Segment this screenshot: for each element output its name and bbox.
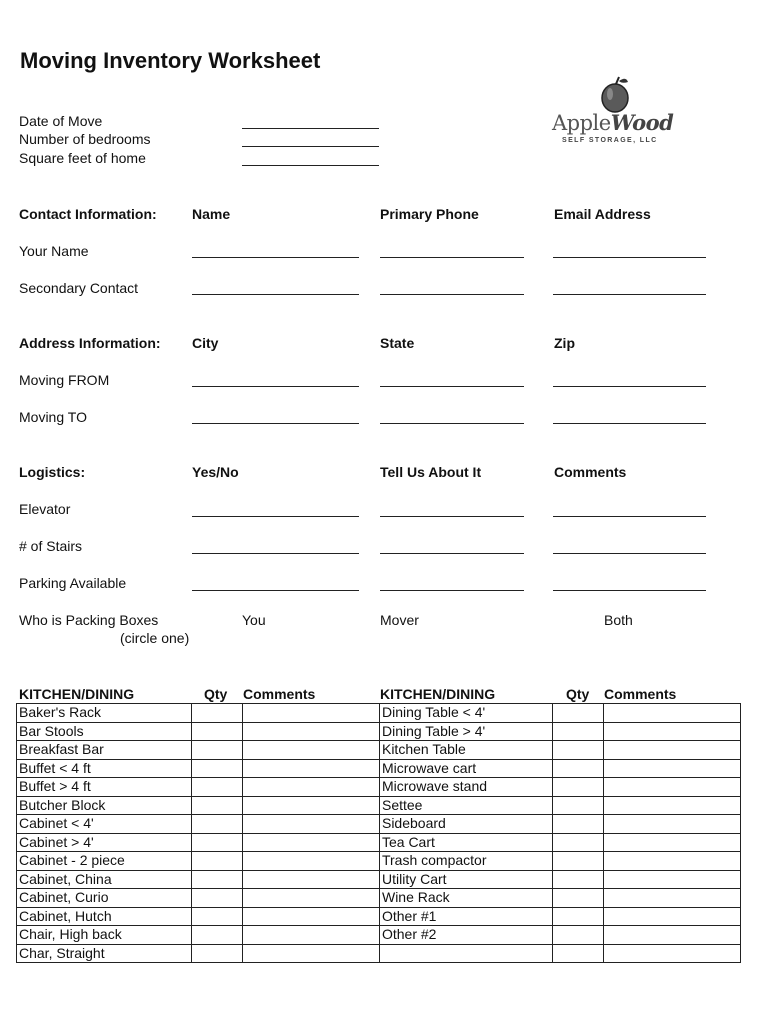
moving-from-label: Moving FROM bbox=[19, 372, 110, 388]
inventory-right-item: Trash compactor bbox=[379, 852, 552, 871]
elevator-label: Elevator bbox=[19, 501, 71, 517]
bedrooms-label: Number of bedrooms bbox=[19, 131, 151, 147]
inventory-right-comments-cell[interactable] bbox=[603, 759, 740, 778]
inventory-right-qty-cell[interactable] bbox=[553, 870, 603, 889]
parking-yesno-field[interactable] bbox=[192, 590, 359, 591]
to-city-field[interactable] bbox=[192, 423, 359, 424]
inventory-left-item: Baker's Rack bbox=[17, 704, 192, 723]
inventory-left-qty-cell[interactable] bbox=[192, 907, 242, 926]
stairs-comments-field[interactable] bbox=[553, 553, 706, 554]
moving-to-label: Moving TO bbox=[19, 409, 87, 425]
your-email-field[interactable] bbox=[553, 257, 706, 258]
apple-icon bbox=[598, 76, 638, 114]
inventory-right-comments-cell[interactable] bbox=[603, 796, 740, 815]
table-row bbox=[17, 870, 741, 889]
stairs-yesno-field[interactable] bbox=[192, 553, 359, 554]
logo-brand: AppleWood bbox=[552, 110, 674, 135]
elevator-comments-field[interactable] bbox=[553, 516, 706, 517]
inventory-left-qty-cell[interactable] bbox=[192, 796, 242, 815]
inventory-right-qty-cell[interactable] bbox=[553, 889, 603, 908]
inventory-right-qty-cell[interactable] bbox=[553, 815, 603, 834]
inventory-left-qty-cell[interactable] bbox=[192, 815, 242, 834]
inventory-left-comments-cell[interactable] bbox=[242, 833, 379, 852]
inventory-right-comments-cell[interactable] bbox=[603, 944, 740, 963]
inventory-left-comments-cell[interactable] bbox=[242, 926, 379, 945]
packing-option-both[interactable]: Both bbox=[604, 612, 633, 628]
inventory-right-qty-cell[interactable] bbox=[553, 741, 603, 760]
table-row bbox=[17, 704, 741, 723]
logistics-col-comments: Comments bbox=[554, 464, 627, 480]
address-heading: Address Information: bbox=[19, 335, 161, 351]
inventory-left-comments-cell[interactable] bbox=[242, 778, 379, 797]
inventory-left-item: Breakfast Bar bbox=[17, 741, 192, 760]
to-state-field[interactable] bbox=[380, 423, 524, 424]
inventory-left-item: Cabinet, China bbox=[17, 870, 192, 889]
stairs-tell-field[interactable] bbox=[380, 553, 524, 554]
inventory-left-qty-cell[interactable] bbox=[192, 926, 242, 945]
table-row bbox=[17, 778, 741, 797]
inventory-left-item: Bar Stools bbox=[17, 722, 192, 741]
inventory-right-item bbox=[379, 944, 552, 963]
logo-subtitle: SELF STORAGE, LLC bbox=[562, 137, 658, 144]
inventory-right-item: Settee bbox=[379, 796, 552, 815]
inventory-left-item: Buffet > 4 ft bbox=[17, 778, 192, 797]
parking-label: Parking Available bbox=[19, 575, 127, 591]
inventory-left-item: Char, Straight bbox=[17, 944, 192, 963]
elevator-tell-field[interactable] bbox=[380, 516, 524, 517]
logistics-col-yesno: Yes/No bbox=[192, 464, 239, 480]
secondary-name-field[interactable] bbox=[192, 294, 359, 295]
inventory-right-qty-cell[interactable] bbox=[553, 778, 603, 797]
inventory-left-item: Cabinet - 2 piece bbox=[17, 852, 192, 871]
inventory-left-qty-cell[interactable] bbox=[192, 852, 242, 871]
inventory-left-item: Cabinet < 4' bbox=[17, 815, 192, 834]
table-row bbox=[17, 926, 741, 945]
inventory-right-qty-cell[interactable] bbox=[553, 759, 603, 778]
inventory-right-header: KITCHEN/DINING bbox=[380, 686, 496, 702]
table-row bbox=[17, 907, 741, 926]
secondary-phone-field[interactable] bbox=[380, 294, 524, 295]
inventory-right-item: Wine Rack bbox=[379, 889, 552, 908]
inventory-left-qty-cell[interactable] bbox=[192, 741, 242, 760]
address-col-zip: Zip bbox=[554, 335, 575, 351]
inventory-left-qty-cell[interactable] bbox=[192, 704, 242, 723]
inventory-right-comments-cell[interactable] bbox=[603, 852, 740, 871]
inventory-right-qty-header: Qty bbox=[566, 686, 590, 702]
address-col-city: City bbox=[192, 335, 219, 351]
inventory-right-qty-cell[interactable] bbox=[553, 852, 603, 871]
inventory-right-item: Other #2 bbox=[379, 926, 552, 945]
packing-option-mover[interactable]: Mover bbox=[380, 612, 419, 628]
contact-col-phone: Primary Phone bbox=[380, 206, 479, 222]
inventory-left-comments-cell[interactable] bbox=[242, 889, 379, 908]
inventory-table bbox=[16, 703, 741, 963]
table-row bbox=[17, 815, 741, 834]
inventory-left-item: Chair, High back bbox=[17, 926, 192, 945]
inventory-right-qty-cell[interactable] bbox=[553, 722, 603, 741]
inventory-right-comments-cell[interactable] bbox=[603, 833, 740, 852]
inventory-left-comments-cell[interactable] bbox=[242, 759, 379, 778]
secondary-email-field[interactable] bbox=[553, 294, 706, 295]
inventory-left-comments-cell[interactable] bbox=[242, 722, 379, 741]
to-zip-field[interactable] bbox=[553, 423, 706, 424]
table-row bbox=[17, 796, 741, 815]
parking-comments-field[interactable] bbox=[553, 590, 706, 591]
inventory-left-comments-cell[interactable] bbox=[242, 852, 379, 871]
inventory-right-comments-cell[interactable] bbox=[603, 778, 740, 797]
inventory-left-item: Buffet < 4 ft bbox=[17, 759, 192, 778]
inventory-right-item: Tea Cart bbox=[379, 833, 552, 852]
square-feet-label: Square feet of home bbox=[19, 150, 146, 166]
inventory-right-item: Microwave stand bbox=[379, 778, 552, 797]
applewood-logo bbox=[552, 76, 682, 152]
table-row bbox=[17, 759, 741, 778]
inventory-right-qty-cell[interactable] bbox=[553, 944, 603, 963]
date-of-move-label: Date of Move bbox=[19, 113, 103, 129]
table-row bbox=[17, 741, 741, 760]
inventory-left-comments-cell[interactable] bbox=[242, 907, 379, 926]
inventory-right-comments-cell[interactable] bbox=[603, 889, 740, 908]
inventory-right-comments-cell[interactable] bbox=[603, 815, 740, 834]
parking-tell-field[interactable] bbox=[380, 590, 524, 591]
inventory-right-comments-cell[interactable] bbox=[603, 741, 740, 760]
inventory-right-item: Other #1 bbox=[379, 907, 552, 926]
logistics-heading: Logistics: bbox=[19, 464, 86, 480]
inventory-right-qty-cell[interactable] bbox=[553, 796, 603, 815]
inventory-right-comments-cell[interactable] bbox=[603, 907, 740, 926]
inventory-left-qty-cell[interactable] bbox=[192, 889, 242, 908]
contact-col-email: Email Address bbox=[554, 206, 651, 222]
packing-option-you[interactable]: You bbox=[242, 612, 266, 628]
inventory-right-item: Microwave cart bbox=[379, 759, 552, 778]
inventory-right-qty-cell[interactable] bbox=[553, 704, 603, 723]
your-name-field[interactable] bbox=[192, 257, 359, 258]
inventory-left-item: Butcher Block bbox=[17, 796, 192, 815]
inventory-left-comments-cell[interactable] bbox=[242, 815, 379, 834]
inventory-left-item: Cabinet, Curio bbox=[17, 889, 192, 908]
inventory-right-qty-cell[interactable] bbox=[553, 833, 603, 852]
from-city-field[interactable] bbox=[192, 386, 359, 387]
inventory-left-qty-cell[interactable] bbox=[192, 759, 242, 778]
inventory-left-comments-cell[interactable] bbox=[242, 741, 379, 760]
packing-label: Who is Packing Boxes bbox=[19, 612, 159, 628]
inventory-left-qty-cell[interactable] bbox=[192, 778, 242, 797]
inventory-right-item: Dining Table < 4' bbox=[379, 704, 552, 723]
inventory-left-comments-cell[interactable] bbox=[242, 704, 379, 723]
bedrooms-field[interactable] bbox=[242, 146, 379, 147]
inventory-left-item: Cabinet > 4' bbox=[17, 833, 192, 852]
elevator-yesno-field[interactable] bbox=[192, 516, 359, 517]
table-row bbox=[17, 852, 741, 871]
from-state-field[interactable] bbox=[380, 386, 524, 387]
inventory-right-item: Sideboard bbox=[379, 815, 552, 834]
inventory-right-comments-cell[interactable] bbox=[603, 722, 740, 741]
inventory-left-item: Cabinet, Hutch bbox=[17, 907, 192, 926]
inventory-left-qty-cell[interactable] bbox=[192, 833, 242, 852]
address-col-state: State bbox=[380, 335, 415, 351]
your-name-label: Your Name bbox=[19, 243, 89, 259]
inventory-right-comments-cell[interactable] bbox=[603, 926, 740, 945]
square-feet-field[interactable] bbox=[242, 165, 379, 166]
inventory-left-qty-cell[interactable] bbox=[192, 944, 242, 963]
your-phone-field[interactable] bbox=[380, 257, 524, 258]
inventory-left-qty-cell[interactable] bbox=[192, 722, 242, 741]
from-zip-field[interactable] bbox=[553, 386, 706, 387]
table-row bbox=[17, 833, 741, 852]
contact-col-name: Name bbox=[192, 206, 231, 222]
inventory-left-comments-cell[interactable] bbox=[242, 796, 379, 815]
inventory-right-item: Dining Table > 4' bbox=[379, 722, 552, 741]
inventory-left-header: KITCHEN/DINING bbox=[19, 686, 135, 702]
page-title: Moving Inventory Worksheet bbox=[20, 48, 321, 73]
inventory-right-item: Kitchen Table bbox=[379, 741, 552, 760]
inventory-left-qty-cell[interactable] bbox=[192, 870, 242, 889]
contact-heading: Contact Information: bbox=[19, 206, 157, 222]
stairs-label: # of Stairs bbox=[19, 538, 83, 554]
date-of-move-field[interactable] bbox=[242, 128, 379, 129]
inventory-left-qty-header: Qty bbox=[204, 686, 228, 702]
packing-note: (circle one) bbox=[120, 630, 190, 646]
table-row bbox=[17, 889, 741, 908]
inventory-left-comments-cell[interactable] bbox=[242, 870, 379, 889]
secondary-contact-label: Secondary Contact bbox=[19, 280, 139, 296]
table-row bbox=[17, 722, 741, 741]
inventory-right-qty-cell[interactable] bbox=[553, 907, 603, 926]
inventory-right-qty-cell[interactable] bbox=[553, 926, 603, 945]
logistics-col-tell: Tell Us About It bbox=[380, 464, 482, 480]
table-row bbox=[17, 944, 741, 963]
inventory-right-comments-cell[interactable] bbox=[603, 870, 740, 889]
inventory-right-comments-header: Comments bbox=[604, 686, 677, 702]
inventory-right-item: Utility Cart bbox=[379, 870, 552, 889]
inventory-right-comments-cell[interactable] bbox=[603, 704, 740, 723]
inventory-left-comments-header: Comments bbox=[243, 686, 316, 702]
inventory-left-comments-cell[interactable] bbox=[242, 944, 379, 963]
